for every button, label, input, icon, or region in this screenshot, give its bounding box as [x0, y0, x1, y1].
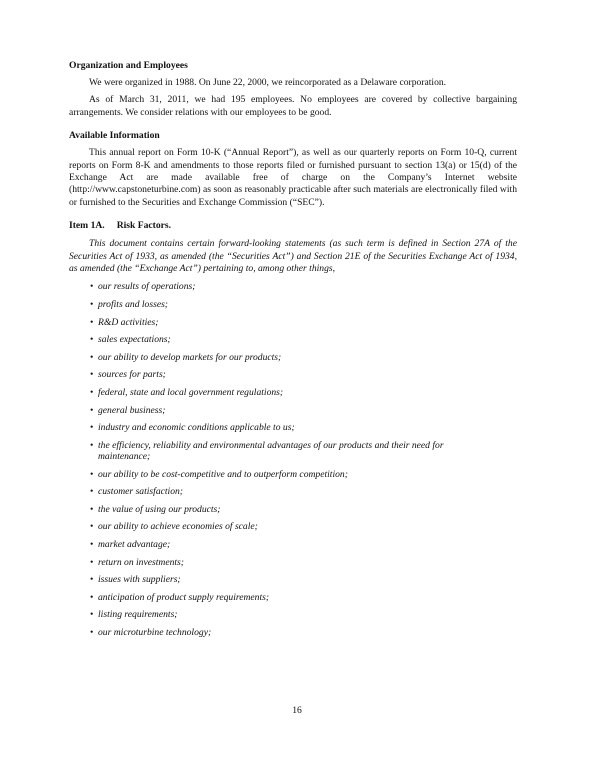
list-item	[69, 281, 517, 292]
bullet-marker: •	[90, 626, 94, 638]
bullet-marker: •	[90, 334, 94, 346]
list-item-text: return on investments;	[98, 556, 184, 568]
list-item	[69, 469, 517, 480]
bullet-marker: •	[90, 468, 94, 480]
bullet-marker: •	[90, 422, 94, 434]
list-item-text: profits and losses;	[98, 299, 169, 311]
bullet-marker: •	[90, 316, 94, 328]
available-information-heading: Available Information	[69, 130, 160, 142]
page-number: 16	[292, 705, 302, 716]
list-item	[69, 352, 517, 363]
list-item-text: our ability to achieve economies of scale;	[98, 521, 258, 533]
item-title: Risk Factors.	[116, 220, 172, 232]
bullet-marker: •	[90, 521, 94, 533]
list-item	[69, 299, 517, 310]
list-item-text: sources for parts;	[98, 369, 166, 381]
forward-looking-list	[69, 281, 517, 638]
list-item-text: our ability to develop markets for our products;	[98, 351, 282, 363]
organization-heading: Organization and Employees	[69, 60, 188, 71]
list-item	[69, 592, 517, 603]
list-item	[69, 387, 517, 398]
risk-factors-section	[69, 220, 517, 638]
bullet-marker: •	[90, 486, 94, 498]
list-item-text: R&D activities;	[98, 316, 159, 328]
bullet-marker: •	[90, 574, 94, 586]
list-item	[69, 557, 517, 568]
bullet-marker: •	[90, 281, 94, 293]
list-item	[69, 486, 517, 497]
organization-section	[69, 60, 517, 119]
list-item	[69, 440, 517, 462]
organization-paragraph-2: As of March 31, 2011, we had 195 employees. No employees are covered by collective bargaining arrangements. We consider relations with our employees to be good.	[69, 94, 517, 118]
organization-paragraph-1: We were organized in 1988. On June 22, 2000, we reincorporated as a Delaware corporation.	[89, 77, 447, 88]
list-item-text: our results of operations;	[98, 281, 196, 293]
list-item	[69, 317, 517, 328]
list-item-text: listing requirements;	[98, 609, 178, 621]
list-item	[69, 422, 517, 433]
bullet-marker: •	[90, 369, 94, 381]
list-item	[69, 627, 517, 638]
bullet-marker: •	[90, 538, 94, 550]
list-item	[69, 369, 517, 380]
list-item-text: our microturbine technology;	[98, 626, 212, 638]
bullet-marker: •	[90, 609, 94, 621]
bullet-marker: •	[90, 503, 94, 515]
list-item	[69, 504, 517, 515]
list-item-text: industry and economic conditions applicable to us;	[98, 422, 295, 434]
bullet-marker: •	[90, 387, 94, 399]
list-item	[69, 574, 517, 585]
list-item	[69, 521, 517, 532]
list-item-text: federal, state and local government regulations;	[98, 387, 284, 399]
bullet-marker: •	[90, 404, 94, 416]
list-item	[69, 539, 517, 550]
bullet-marker: •	[90, 556, 94, 568]
list-item-text: the value of using our products;	[98, 503, 221, 515]
list-item	[69, 609, 517, 620]
risk-factors-intro: This document contains certain forward-looking statements (as such term is defined in Section 27A of the Securities Act of 1933, as amended (the “Securities Act”) and Section 21E of the Securities Exchange Act of 1934, as amended (the “Exchange Act”) pertaining to, among other things,	[69, 238, 517, 275]
list-item-text: sales expectations;	[98, 334, 171, 346]
item-label: Item 1A.	[69, 220, 105, 232]
list-item	[69, 405, 517, 416]
list-item-text: our ability to be cost-competitive and to outperform competition;	[98, 468, 348, 480]
bullet-marker: •	[90, 351, 94, 363]
document-page	[69, 60, 517, 649]
bullet-marker: •	[90, 591, 94, 603]
list-item-text: general business;	[98, 404, 166, 416]
risk-factors-heading	[69, 220, 517, 232]
bullet-marker: •	[90, 299, 94, 311]
available-information-paragraph: This annual report on Form 10-K (“Annual Report”), as well as our quarterly reports on Form 10-Q, current reports on Form 8-K and amendments to those reports filed or furnished pursuant to section 13(a) or 15(d) of the Exchange Act are made available free of charge on the Company’s Internet website (http://www.capstoneturbine.com) as soon as reasonably practicable after such materials are electronically filed with or furnished to the Securities and Exchange Commission (“SEC”).	[69, 147, 517, 208]
bullet-marker: •	[90, 439, 94, 451]
list-item-text: the efficiency, reliability and environmental advantages of our products and their need for maintenance;	[98, 439, 444, 463]
list-item-text: market advantage;	[98, 538, 171, 550]
list-item-text: anticipation of product supply requirements;	[98, 591, 270, 603]
list-item-text: customer satisfaction;	[98, 486, 184, 498]
list-item	[69, 334, 517, 345]
list-item-text: issues with suppliers;	[98, 574, 181, 586]
available-information-section	[69, 130, 517, 209]
